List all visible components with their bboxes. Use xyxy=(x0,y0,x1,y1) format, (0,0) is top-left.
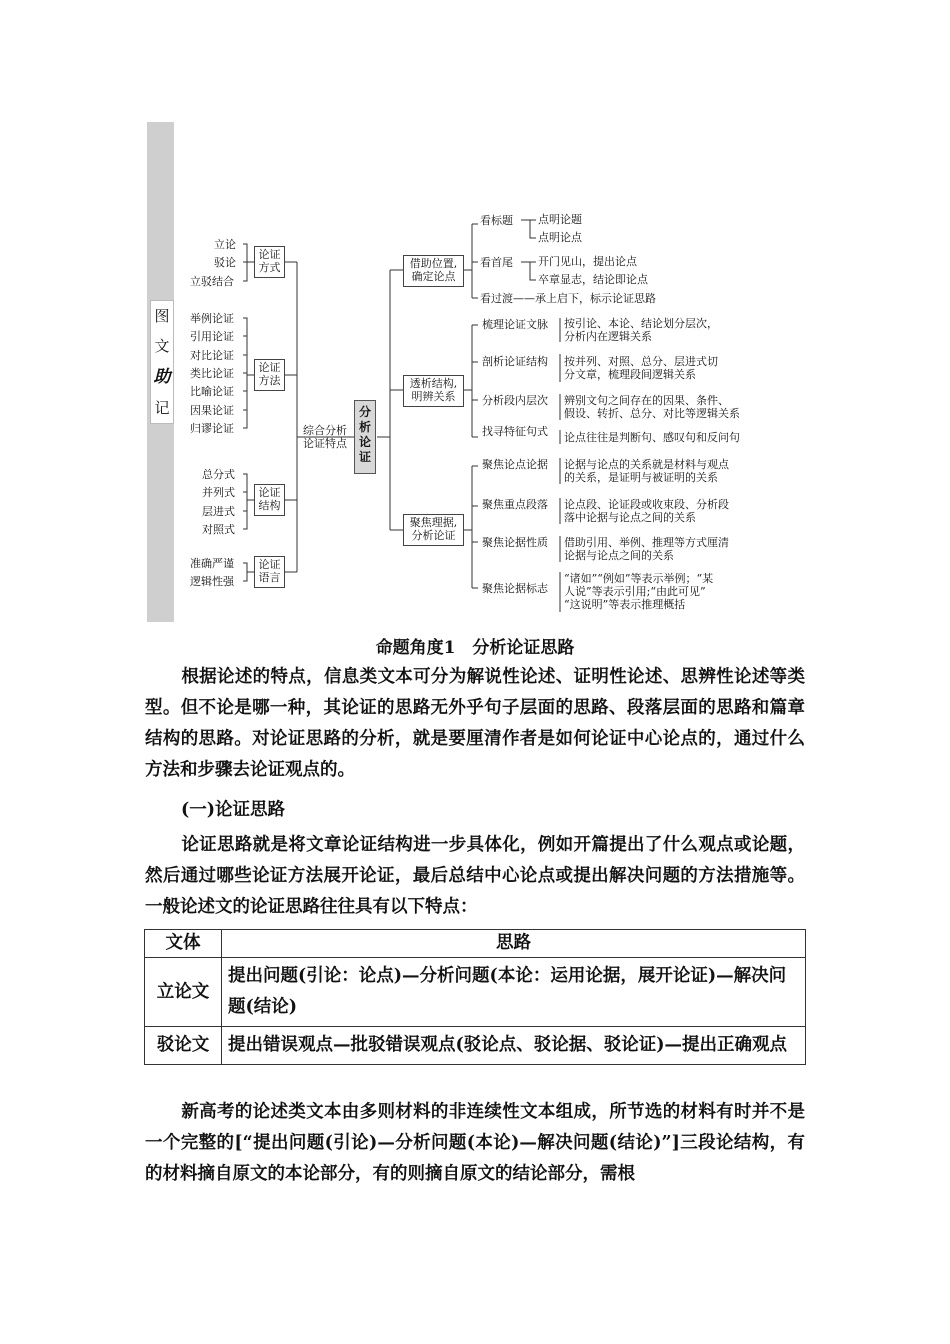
branch-sub-label: 分析段内层次 xyxy=(482,394,548,407)
table-cell: 立论文 xyxy=(145,958,222,1027)
branch-sub-desc: 借助引用、举例、推理等方式厘清 论据与论点之间的关系 xyxy=(564,536,729,562)
left-item: 举例论证 xyxy=(190,312,234,325)
paragraph-1-text: 根据论述的特点，信息类文本可分为解说性论述、证明性论述、思辨性论述等类型。但不论是哪一种，其论证的思路无外乎句子层面的思路、段落层面的思路和篇章结构的思路。对论证思路的分析，就是要厘清作者是如何论证中心论点的，通过什么方法和步骤去论证观点的。 xyxy=(145,667,805,780)
table-cell: 驳论文 xyxy=(145,1027,222,1065)
branch-sub-label: 看过渡——承上启下，标示论证思路 xyxy=(480,292,656,305)
left-item: 逻辑性强 xyxy=(190,575,234,588)
branch-sub-item: 点明论点 xyxy=(538,231,582,244)
table-cell: 提出错误观点—批驳错误观点(驳论点、驳论据、驳论证)—提出正确观点 xyxy=(222,1027,806,1065)
left-item: 准确严谨 xyxy=(190,557,234,570)
argument-table xyxy=(144,929,806,1065)
left-item: 比喻论证 xyxy=(190,385,234,398)
branch-sub-label: 剖析论证结构 xyxy=(482,355,548,368)
left-item: 并列式 xyxy=(202,486,235,499)
center-node: 分 析 论 证 xyxy=(354,400,376,474)
left-item: 对照式 xyxy=(202,523,235,536)
table-cell: 提出问题(引论：论点)—分析问题(本论：运用论据，展开论证)—解决问题(结论) xyxy=(222,958,806,1027)
table-row xyxy=(145,958,806,1027)
branch-sub-desc: 按并列、对照、总分、层进式切 分文章，梳理段间逻辑关系 xyxy=(564,355,718,381)
left-item: 层进式 xyxy=(202,505,235,518)
table-header-row xyxy=(145,930,806,958)
section-heading: (一)论证思路 xyxy=(181,800,286,820)
group-box-method-type: 论证 方式 xyxy=(254,246,285,278)
left-item: 驳论 xyxy=(214,256,236,269)
group-box-method: 论证 方法 xyxy=(254,359,285,391)
branch-sub-desc: 论点往往是判断句、感叹句和反问句 xyxy=(564,431,740,444)
branch-sub-label: 看标题 xyxy=(480,214,513,227)
branch-box-position: 借助位置, 确定论点 xyxy=(403,255,464,287)
left-item: 引用论证 xyxy=(190,330,234,343)
left-item: 因果论证 xyxy=(190,404,234,417)
branch-sub-desc: “诸如”“例如”等表示举例；“某 人说”等表示引用;“由此可见” “这说明”等表示推理概括 xyxy=(564,572,714,611)
branch-sub-desc: 论点段、论证段或收束段、分析段 落中论据与论点之间的关系 xyxy=(564,498,729,524)
paragraph-3-text: 新高考的论述类文本由多则材料的非连续性文本组成，所节选的材料有时并不是一个完整的[“提出问题(引论)—分析问题(本论)—解决问题(结论)”]三段论结构，有的材料摘自原文的本论部分，有的则摘自原文的结论部分，需根 xyxy=(145,1102,805,1184)
left-item: 立驳结合 xyxy=(190,275,234,288)
sidebar-char: 文 xyxy=(154,336,170,355)
left-item: 归谬论证 xyxy=(190,422,234,435)
left-item: 类比论证 xyxy=(190,367,234,380)
branch-sub-item: 点明论题 xyxy=(538,213,582,226)
branch-sub-label: 聚焦论据标志 xyxy=(482,582,548,595)
sidebar-char: 记 xyxy=(154,398,170,417)
table-header: 思路 xyxy=(222,930,806,958)
branch-box-structure: 透析结构, 明辨关系 xyxy=(403,375,464,407)
branch-sub-desc: 辨别文句之间存在的因果、条件、 假设、转折、总分、对比等逻辑关系 xyxy=(564,394,740,420)
branch-sub-label: 聚焦重点段落 xyxy=(482,498,548,511)
paragraph-2-text: 论证思路就是将文章论证结构进一步具体化，例如开篇提出了什么观点或论题，然后通过哪些论证方法展开论证，最后总结中心论点或提出解决问题的方法措施等。一般论述文的论证思路往往具有以下特点： xyxy=(145,835,805,917)
branch-sub-label: 梳理论证文脉 xyxy=(482,318,548,331)
left-item: 总分式 xyxy=(202,468,235,481)
branch-sub-label: 看首尾 xyxy=(480,256,513,269)
paragraph-2 xyxy=(145,830,805,923)
group-box-structure: 论证 结构 xyxy=(254,484,285,516)
branch-box-reasoning: 聚焦理据, 分析论证 xyxy=(403,514,464,546)
table-row xyxy=(145,1027,806,1065)
paragraph-3 xyxy=(145,1097,805,1190)
branch-sub-desc: 论据与论点的关系就是材料与观点 的关系，是证明与被证明的关系 xyxy=(564,458,729,484)
branch-sub-label: 找寻特征句式 xyxy=(482,425,548,438)
left-item: 立论 xyxy=(214,238,236,251)
left-item: 对比论证 xyxy=(190,349,234,362)
group-box-language: 论证 语言 xyxy=(254,556,285,588)
sidebar-char: 助 xyxy=(153,366,171,387)
paragraph-1 xyxy=(145,662,805,786)
branch-sub-desc: 按引论、本论、结论划分层次， 分析内在逻辑关系 xyxy=(564,317,718,343)
table-header: 文体 xyxy=(145,930,222,958)
branch-sub-item: 卒章显志，结论即论点 xyxy=(538,273,648,286)
branch-sub-item: 开门见山，提出论点 xyxy=(538,255,637,268)
branch-sub-label: 聚焦论据性质 xyxy=(482,536,548,549)
sidebar-char: 图 xyxy=(154,306,170,325)
branch-sub-label: 聚焦论点论据 xyxy=(482,458,548,471)
middle-label: 综合分析 论证特点 xyxy=(303,424,347,450)
figure-caption: 命题角度1 分析论证思路 xyxy=(375,638,575,658)
